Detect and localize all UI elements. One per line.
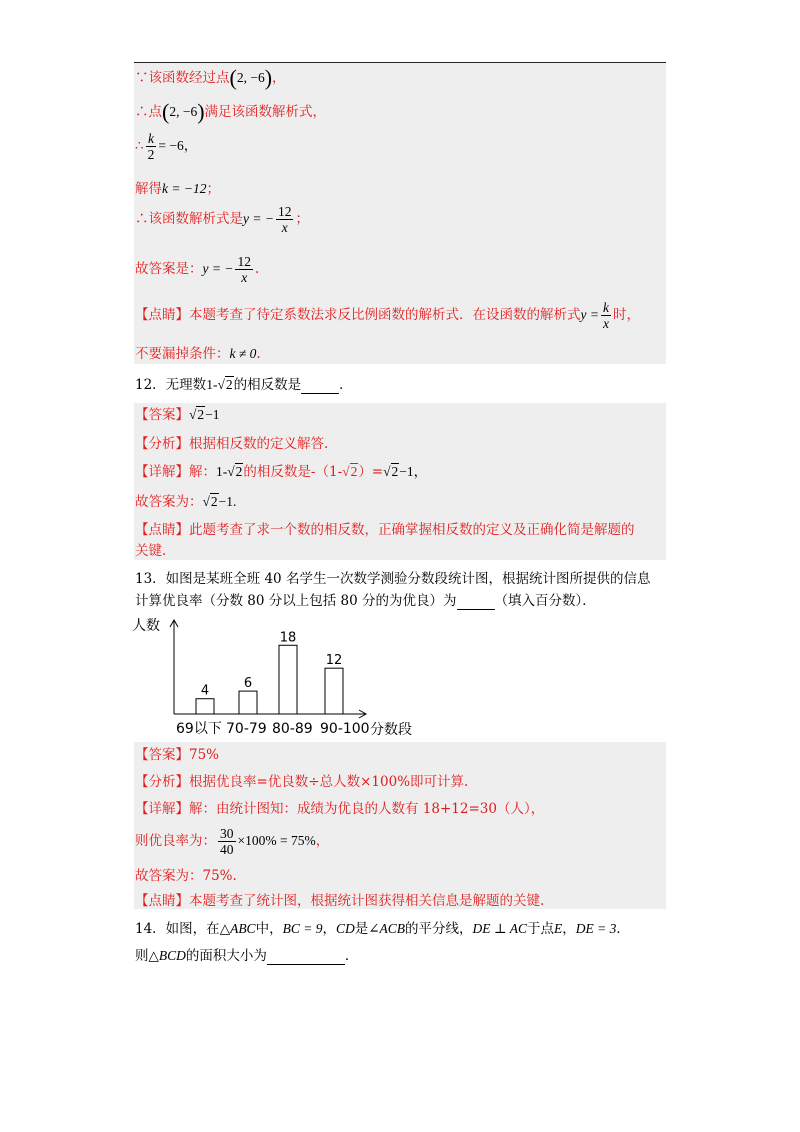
- q13-analysis: 【分析】根据优良率=优良数÷总人数×100%即可计算.: [135, 774, 469, 790]
- q12-question: 12．无理数1-√2的相反数是 ．: [135, 377, 353, 393]
- q11-line-4: 解得k = −12；: [135, 181, 220, 197]
- q12-answer: 【答案】√2−1: [135, 407, 220, 423]
- category-label-4: 90-100: [320, 721, 370, 737]
- q14-question-line2: 则△BCD的面积大小为 ．: [135, 948, 359, 964]
- q11-line-6: 故答案是：y = − $\frac{12}{x}$ .: [135, 254, 260, 285]
- q13-answer-blank[interactable]: [457, 594, 495, 610]
- category-label-2: 70-79: [226, 721, 267, 737]
- bar-3: [279, 645, 297, 714]
- q11-line-1: ∵该函数经过点(2, −6)，: [135, 65, 286, 90]
- x-axis-label: 分数段: [370, 722, 412, 738]
- q12-detail: 【详解】解：1-√2的相反数是-（1-√2）=√2−1，: [135, 464, 428, 480]
- q13-question-line1: 13．如图是某班全班 40 名学生一次数学测验分数段统计图，根据统计图所提供的信息: [135, 571, 651, 587]
- bar-1: [196, 699, 214, 714]
- bar-value-4: 12: [325, 653, 343, 669]
- q13-detail: 【详解】解：由统计图知：成绩为优良的人数有 18+12=30（人），: [135, 801, 545, 817]
- bar-value-2: 6: [243, 676, 253, 692]
- category-label-3: 80-89: [272, 721, 313, 737]
- q11-line-3: ∴ $\frac{k}{2}$ = −6，: [135, 131, 198, 162]
- q14-question-line1: 14．如图，在△ABC中，BC = 9，CD是∠ACB的平分线，DE ⊥ AC于点E，DE = 3．: [135, 921, 630, 937]
- q11-note: 【点睛】本题考查了待定系数法求反比例函数的解析式．在设函数的解析式y = $\frac{k}{x}$ 时，: [135, 300, 640, 331]
- q11-note-cont: 不要漏掉条件：k ≠ 0.: [135, 346, 261, 362]
- score-bar-chart: [130, 612, 430, 742]
- bar-value-1: 4: [200, 683, 210, 699]
- bar-value-3: 18: [279, 630, 297, 646]
- q13-rate: 则优良率为： $\frac{30}{40}$ ×100% = 75%，: [135, 826, 330, 857]
- q12-answer-blank[interactable]: [301, 378, 339, 394]
- q13-note: 【点睛】本题考查了统计图，根据统计图获得相关信息是解题的关键.: [135, 893, 545, 909]
- q13-answer: 【答案】75%: [135, 747, 220, 763]
- q12-analysis: 【分析】根据相反数的定义解答.: [135, 436, 329, 452]
- q13-question-line2: 计算优良率（分数 80 分以上包括 80 分的为优良）为 （填入百分数）．: [135, 593, 596, 609]
- q12-note-cont: 关键.: [135, 543, 167, 559]
- bar-4: [325, 668, 343, 714]
- q12-final: 故答案为：√2−1.: [135, 494, 237, 510]
- bar-2: [239, 691, 257, 714]
- q13-final: 故答案为：75%.: [135, 868, 237, 884]
- y-axis-label: 人数: [132, 618, 160, 634]
- q11-line-2: ∴点(2, −6)满足该函数解析式，: [135, 99, 327, 124]
- category-label-1: 69以下: [176, 721, 222, 737]
- q14-answer-blank[interactable]: [267, 949, 345, 965]
- q12-note: 【点睛】此题考查了求一个数的相反数，正确掌握相反数的定义及正确化简是解题的: [135, 522, 635, 538]
- q11-line-5: ∴该函数解析式是y = − $\frac{12}{x}$ ；: [135, 204, 309, 235]
